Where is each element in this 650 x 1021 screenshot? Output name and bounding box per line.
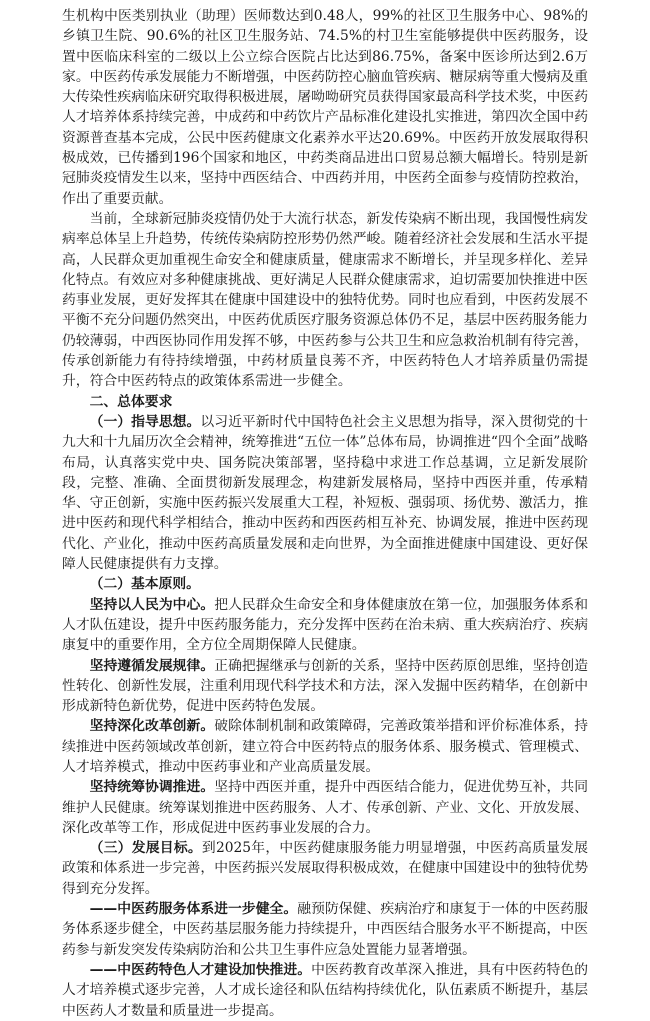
lead-talent-building: ——中医药特色人才建设加快推进。 xyxy=(89,961,312,978)
paragraph-development-goals xyxy=(62,838,588,899)
paragraph-people-centered xyxy=(62,595,588,656)
paragraph-coordinated-advance xyxy=(62,777,588,838)
body-coordinated-advance: 坚持中西医并重，提升中西医结合能力，促进优势互补，共同维护人民健康。统筹谋划推进中医药服务、人才、传承创新、产业、文化、开放发展、深化改革等工作，形成促进中医药事业发展的合力。 xyxy=(62,779,589,836)
body-development-laws: 正确把握继承与创新的关系，坚持中医药原创思维，坚持创造性转化、创新性发展，注重利用现代科学技术和方法，深入发掘中医药精华，在创新中形成新特色新优势，促进中医药特色发展。 xyxy=(62,657,589,715)
body-service-system: 融预防保健、疾病治疗和康复于一体的中医药服务体系逐步健全，中医药基层服务能力持续提升，中西医结合服务水平不断提高，中医药参与新发突发传染病防治和公共卫生事件应急处置能力显著增强。 xyxy=(62,901,589,958)
body-guiding-ideology: 以习近平新时代中国特色社会主义思想为指导，深入贯彻党的十九大和十九届历次全会精神，统筹推进“五位一体”总体布局，协调推进“四个全面”战略布局，认真落实党中央、国务院决策部署，坚持稳中求进工作总基调，立足新发展阶段，完整、准确、全面贯彻新发展理念，构建新发展格局，坚持中西医并重，传承精华、守正创新，实施中医药振兴发展重大工程，补短板、强弱项、扬优势、激活力，推进中医药和现代科学相结合，推动中医药和西医药相互补充、协调发展，推进中医药现代化、产业化，推动中医药高质量发展和走向世界，为全面推进健康中国建设、更好保障人民健康提供有力支撑。 xyxy=(62,413,589,573)
body-reform-innovation: 破除体制机制和政策障碍，完善政策举措和评价标准体系，持续推进中医药领域改革创新，建立符合中医药特点的服务体系、服务模式、管理模式、人才培养模式，推动中医药事业和产业高质量发展。 xyxy=(62,718,589,775)
body-people-centered: 把人民群众生命安全和身体健康放在第一位，加强服务体系和人才队伍建设，提升中医药服务能力，充分发挥中医药在治未病、重大疾病治疗、疾病康复中的重要作用，全方位全周期保障人民健康。 xyxy=(62,596,589,654)
lead-reform-innovation: 坚持深化改革创新。 xyxy=(89,718,215,735)
lead-coordinated-advance: 坚持统筹协调推进。 xyxy=(89,779,215,796)
body-talent-building: 中医药教育改革深入推进，具有中医药特色的人才培养模式逐步完善，人才成长途径和队伍结构持续优化，队伍素质不断提升，基层中医药人才数量和质量进一步提高。 xyxy=(62,961,589,1019)
lead-development-goals: （三）发展目标。 xyxy=(89,840,202,857)
paragraph-1: 生机构中医类别执业（助理）医师数达到0.48人，99%的社区卫生服务中心、98%的乡镇卫生院、90.6%的社区卫生服务站、74.5%的村卫生室能够提供中医药服务，设置中医临床科室的二级以上公立综合医院占比达到86.75%，备案中医诊所达到2.6万家。中医药传承发展能力不断增强，中医药防控心脑血管疾病、糖尿病等重大慢病及重大传染性疾病临床研究取得积极进展，屠呦呦研究员获得国家最高科学技术奖，中医药人才培养体系持续完善，中成药和中药饮片产品标准化建设扎实推进，第四次全国中药资源普查基本完成，公民中医药健康文化素养水平达20.69%。中医药开放发展取得积极成效，已传播到196个国家和地区，中药类商品进出口贸易总额大幅增长。特别是新冠肺炎疫情发生以来，坚持中西医结合、中西药并用，中医药全面参与疫情防控救治，作出了重要贡献。 xyxy=(62,8,588,207)
paragraph-reform-innovation xyxy=(62,716,588,777)
paragraph-2: 当前，全球新冠肺炎疫情仍处于大流行状态，新发传染病不断出现，我国慢性病发病率总体呈上升趋势，传统传染病防控形势仍然严峻。随着经济社会发展和生活水平提高，人民群众更加重视生命安全和健康质量，健康需求不断增长，并呈现多样化、差异化特点。有效应对多种健康挑战、更好满足人民群众健康需求，迫切需要加快推进中医药事业发展，更好发挥其在健康中国建设中的独特优势。同时也应看到，中医药发展不平衡不充分问题仍然突出，中医药优质医疗服务资源总体仍不足，基层中医药服务能力仍较薄弱，中西医协同作用发挥不够，中医药参与公共卫生和应急救治机制有待完善，传承创新能力有待持续增强，中药材质量良莠不齐，中医药特色人才培养质量仍需提升，符合中医药特点的政策体系需进一步健全。 xyxy=(62,210,588,390)
paragraph-development-laws xyxy=(62,656,588,717)
lead-service-system: ——中医药服务体系进一步健全。 xyxy=(89,901,298,918)
lead-guiding-ideology: （一）指导思想。 xyxy=(89,413,201,430)
section-heading: 二、总体要求 xyxy=(89,393,173,410)
lead-people-centered: 坚持以人民为中心。 xyxy=(89,596,215,613)
lead-development-laws: 坚持遵循发展规律。 xyxy=(89,657,215,674)
lead-basic-principles: （二）基本原则。 xyxy=(89,576,200,593)
paragraph-talent-building xyxy=(62,960,588,1021)
paragraph-guiding-ideology xyxy=(62,412,588,574)
paragraph-basic-principles xyxy=(62,574,588,594)
body-development-goals: 到2025年，中医药健康服务能力明显增强，中医药高质量发展政策和体系进一步完善，中医药振兴发展取得积极成效，在健康中国建设中的独特优势得到充分发挥。 xyxy=(62,840,588,897)
paragraph-service-system xyxy=(62,899,588,960)
